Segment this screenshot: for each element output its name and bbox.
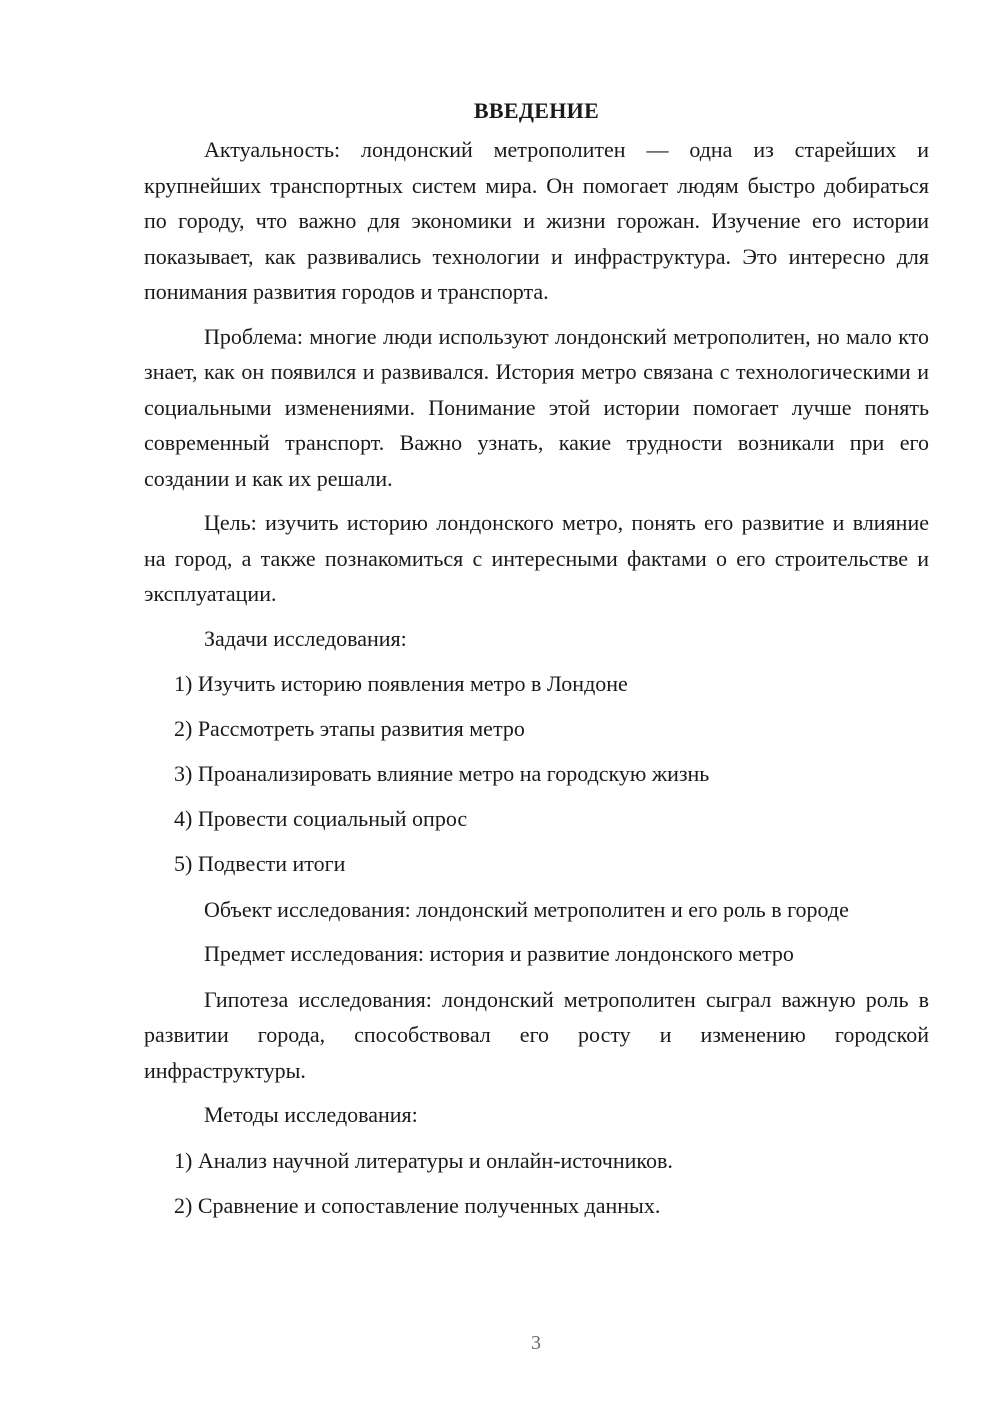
tasks-list <box>144 666 929 882</box>
page-number: 3 <box>531 1332 541 1354</box>
paragraph-hypothesis: Гипотеза исследования: лондонский метрополитен сыграл важную роль в развитии города, способствовал его росту и изменению городской инфраструктуры. <box>144 986 929 1083</box>
list-item: 5) Подвести итоги <box>174 851 346 876</box>
list-item: 1) Изучить историю появления метро в Лондоне <box>174 671 628 696</box>
list-item: 4) Провести социальный опрос <box>174 806 468 831</box>
paragraph-object: Объект исследования: лондонский метрополитен и его роль в городе <box>204 896 849 922</box>
paragraph-goal: Цель: изучить историю лондонского метро, понять его развитие и влияние на город, а также познакомиться с интересными фактами о его строительстве и эксплуатации. <box>144 510 929 606</box>
list-item: 1) Анализ научной литературы и онлайн-источников. <box>174 1147 673 1173</box>
list-item: 2) Сравнение и сопоставление полученных данных. <box>174 1192 661 1218</box>
methods-heading: Методы исследования: <box>204 1102 418 1127</box>
paragraph-relevance: Актуальность: лондонский метрополитен — одна из старейших и крупнейших транспортных систем мира. Он помогает людям быстро добираться по городу, что важно для экономики и жизни горожан. Изучение его истории показывает, как развивались технологии и инфраструктура. Это интересно для понимания развития городов и транспорта. <box>144 137 929 304</box>
paragraph-problem: Проблема: многие люди используют лондонский метрополитен, но мало кто знает, как он появился и развивался. История метро связана с технологическими и социальными изменениями. Понимание этой истории помогает лучше понять современный транспорт. Важно узнать, какие трудности возникали при его создании и как их решали. <box>144 323 929 491</box>
paragraph-subject: Предмет исследования: история и развитие лондонского метро <box>204 941 794 966</box>
list-item: 3) Проанализировать влияние метро на городскую жизнь <box>174 761 710 786</box>
tasks-heading: Задачи исследования: <box>204 625 407 651</box>
list-item: 2) Рассмотреть этапы развития метро <box>174 716 525 741</box>
methods-list <box>144 1143 929 1224</box>
page-content <box>144 94 929 1233</box>
page-title: ВВЕДЕНИЕ <box>473 98 600 123</box>
